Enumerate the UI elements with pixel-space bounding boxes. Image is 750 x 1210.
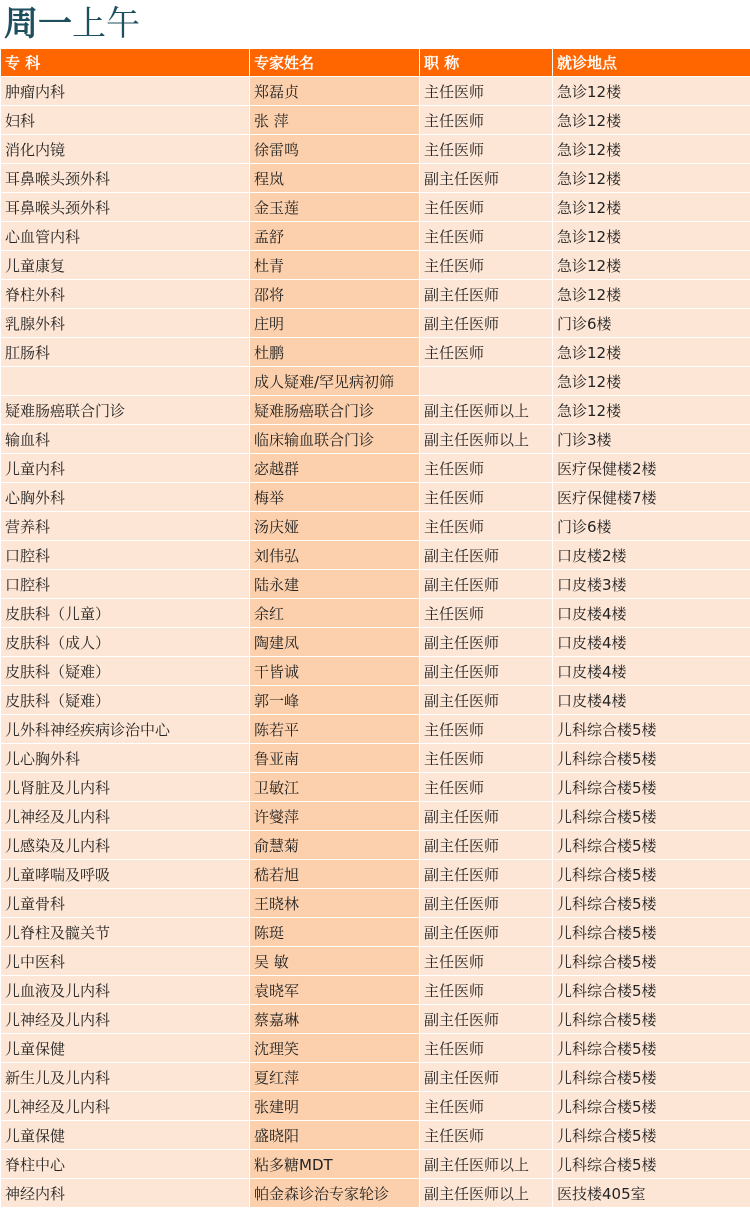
cell-department: 儿童康复 bbox=[1, 251, 250, 280]
cell-title: 副主任医师 bbox=[420, 686, 553, 715]
cell-title: 副主任医师以上 bbox=[420, 1150, 553, 1179]
cell-doctor-name: 沈理笑 bbox=[250, 1034, 420, 1063]
cell-location: 儿科综合楼5楼 bbox=[553, 744, 750, 773]
cell-title: 主任医师 bbox=[420, 1121, 553, 1150]
cell-title: 主任医师 bbox=[420, 77, 553, 106]
cell-location: 医技楼405室 bbox=[553, 1179, 750, 1208]
cell-doctor-name: 宓越群 bbox=[250, 454, 420, 483]
header-location: 就诊地点 bbox=[553, 49, 750, 77]
cell-location: 儿科综合楼5楼 bbox=[553, 715, 750, 744]
table-row bbox=[1, 1063, 750, 1092]
cell-title: 副主任医师 bbox=[420, 889, 553, 918]
cell-location: 口皮楼4楼 bbox=[553, 628, 750, 657]
cell-doctor-name: 孟舒 bbox=[250, 222, 420, 251]
table-row bbox=[1, 280, 750, 309]
cell-title: 主任医师 bbox=[420, 1034, 553, 1063]
title-period: 上午 bbox=[72, 4, 140, 44]
table-row bbox=[1, 1150, 750, 1179]
cell-department: 皮肤科（疑难） bbox=[1, 686, 250, 715]
cell-doctor-name: 庄明 bbox=[250, 309, 420, 338]
cell-location: 儿科综合楼5楼 bbox=[553, 1034, 750, 1063]
cell-title: 副主任医师 bbox=[420, 1063, 553, 1092]
cell-department: 乳腺外科 bbox=[1, 309, 250, 338]
cell-department: 口腔科 bbox=[1, 570, 250, 599]
table-row bbox=[1, 599, 750, 628]
cell-doctor-name: 陆永建 bbox=[250, 570, 420, 599]
cell-doctor-name: 张建明 bbox=[250, 1092, 420, 1121]
table-row bbox=[1, 309, 750, 338]
cell-department: 儿感染及儿内科 bbox=[1, 831, 250, 860]
cell-doctor-name: 杜青 bbox=[250, 251, 420, 280]
cell-department: 儿血液及儿内科 bbox=[1, 976, 250, 1005]
cell-title: 主任医师 bbox=[420, 744, 553, 773]
cell-doctor-name: 俞慧菊 bbox=[250, 831, 420, 860]
cell-location: 口皮楼3楼 bbox=[553, 570, 750, 599]
cell-location: 急诊12楼 bbox=[553, 164, 750, 193]
cell-department bbox=[1, 367, 250, 396]
cell-location: 急诊12楼 bbox=[553, 280, 750, 309]
table-row bbox=[1, 628, 750, 657]
cell-title: 副主任医师 bbox=[420, 918, 553, 947]
cell-department: 儿神经及儿内科 bbox=[1, 1005, 250, 1034]
table-row bbox=[1, 1005, 750, 1034]
cell-department: 新生儿及儿内科 bbox=[1, 1063, 250, 1092]
cell-department: 营养科 bbox=[1, 512, 250, 541]
cell-doctor-name: 杜鹏 bbox=[250, 338, 420, 367]
cell-doctor-name: 鲁亚南 bbox=[250, 744, 420, 773]
cell-department: 心血管内科 bbox=[1, 222, 250, 251]
table-row bbox=[1, 831, 750, 860]
cell-title bbox=[420, 367, 553, 396]
table-row bbox=[1, 976, 750, 1005]
table-row bbox=[1, 1179, 750, 1208]
cell-location: 儿科综合楼5楼 bbox=[553, 1121, 750, 1150]
table-row bbox=[1, 1092, 750, 1121]
cell-location: 口皮楼4楼 bbox=[553, 657, 750, 686]
cell-location: 急诊12楼 bbox=[553, 367, 750, 396]
cell-department: 肛肠科 bbox=[1, 338, 250, 367]
cell-location: 急诊12楼 bbox=[553, 338, 750, 367]
cell-department: 儿神经及儿内科 bbox=[1, 802, 250, 831]
cell-title: 副主任医师 bbox=[420, 570, 553, 599]
table-row bbox=[1, 483, 750, 512]
cell-department: 心胸外科 bbox=[1, 483, 250, 512]
cell-location: 急诊12楼 bbox=[553, 222, 750, 251]
cell-doctor-name: 蔡嘉琳 bbox=[250, 1005, 420, 1034]
table-row bbox=[1, 454, 750, 483]
table-row bbox=[1, 367, 750, 396]
cell-location: 口皮楼2楼 bbox=[553, 541, 750, 570]
table-row bbox=[1, 541, 750, 570]
cell-department: 儿童保健 bbox=[1, 1121, 250, 1150]
cell-doctor-name: 袁晓军 bbox=[250, 976, 420, 1005]
cell-title: 主任医师 bbox=[420, 135, 553, 164]
cell-title: 主任医师 bbox=[420, 251, 553, 280]
cell-department: 儿童哮喘及呼吸 bbox=[1, 860, 250, 889]
cell-doctor-name: 吴 敏 bbox=[250, 947, 420, 976]
schedule-table bbox=[0, 48, 750, 1208]
table-row bbox=[1, 889, 750, 918]
cell-location: 儿科综合楼5楼 bbox=[553, 802, 750, 831]
cell-department: 脊柱中心 bbox=[1, 1150, 250, 1179]
cell-doctor-name: 金玉莲 bbox=[250, 193, 420, 222]
cell-department: 肿瘤内科 bbox=[1, 77, 250, 106]
table-row bbox=[1, 918, 750, 947]
cell-title: 主任医师 bbox=[420, 773, 553, 802]
cell-location: 儿科综合楼5楼 bbox=[553, 1005, 750, 1034]
cell-doctor-name: 邵将 bbox=[250, 280, 420, 309]
cell-location: 儿科综合楼5楼 bbox=[553, 773, 750, 802]
cell-doctor-name: 徐雷鸣 bbox=[250, 135, 420, 164]
cell-title: 副主任医师 bbox=[420, 657, 553, 686]
cell-location: 儿科综合楼5楼 bbox=[553, 918, 750, 947]
cell-title: 副主任医师 bbox=[420, 1005, 553, 1034]
cell-doctor-name: 卫敏江 bbox=[250, 773, 420, 802]
cell-location: 急诊12楼 bbox=[553, 106, 750, 135]
table-row bbox=[1, 570, 750, 599]
cell-title: 主任医师 bbox=[420, 512, 553, 541]
cell-title: 副主任医师 bbox=[420, 802, 553, 831]
cell-department: 儿脊柱及髋关节 bbox=[1, 918, 250, 947]
cell-title: 副主任医师 bbox=[420, 541, 553, 570]
cell-title: 主任医师 bbox=[420, 1092, 553, 1121]
table-row bbox=[1, 106, 750, 135]
cell-location: 医疗保健楼2楼 bbox=[553, 454, 750, 483]
cell-location: 急诊12楼 bbox=[553, 135, 750, 164]
cell-title: 主任医师 bbox=[420, 454, 553, 483]
header-title: 职 称 bbox=[420, 49, 553, 77]
cell-doctor-name: 王晓林 bbox=[250, 889, 420, 918]
table-row bbox=[1, 657, 750, 686]
cell-department: 儿童内科 bbox=[1, 454, 250, 483]
cell-department: 脊柱外科 bbox=[1, 280, 250, 309]
cell-doctor-name: 汤庆娅 bbox=[250, 512, 420, 541]
table-row bbox=[1, 1121, 750, 1150]
cell-location: 儿科综合楼5楼 bbox=[553, 1063, 750, 1092]
cell-location: 急诊12楼 bbox=[553, 193, 750, 222]
table-row bbox=[1, 947, 750, 976]
cell-doctor-name: 陈珽 bbox=[250, 918, 420, 947]
cell-title: 主任医师 bbox=[420, 715, 553, 744]
cell-doctor-name: 梅举 bbox=[250, 483, 420, 512]
table-row bbox=[1, 860, 750, 889]
cell-location: 儿科综合楼5楼 bbox=[553, 889, 750, 918]
cell-title: 主任医师 bbox=[420, 976, 553, 1005]
schedule-title bbox=[0, 0, 750, 48]
table-row bbox=[1, 338, 750, 367]
cell-department: 妇科 bbox=[1, 106, 250, 135]
cell-doctor-name: 刘伟弘 bbox=[250, 541, 420, 570]
cell-location: 儿科综合楼5楼 bbox=[553, 976, 750, 1005]
cell-title: 主任医师 bbox=[420, 599, 553, 628]
cell-title: 副主任医师 bbox=[420, 831, 553, 860]
cell-location: 门诊6楼 bbox=[553, 309, 750, 338]
cell-title: 副主任医师 bbox=[420, 280, 553, 309]
cell-location: 口皮楼4楼 bbox=[553, 686, 750, 715]
cell-location: 医疗保健楼7楼 bbox=[553, 483, 750, 512]
table-row bbox=[1, 396, 750, 425]
cell-title: 副主任医师以上 bbox=[420, 425, 553, 454]
table-row bbox=[1, 164, 750, 193]
cell-department: 皮肤科（成人） bbox=[1, 628, 250, 657]
cell-department: 消化内镜 bbox=[1, 135, 250, 164]
table-row bbox=[1, 77, 750, 106]
cell-department: 儿童保健 bbox=[1, 1034, 250, 1063]
cell-title: 副主任医师以上 bbox=[420, 396, 553, 425]
table-row bbox=[1, 686, 750, 715]
cell-department: 儿童骨科 bbox=[1, 889, 250, 918]
cell-title: 副主任医师 bbox=[420, 628, 553, 657]
table-header bbox=[1, 49, 750, 77]
cell-doctor-name: 余红 bbox=[250, 599, 420, 628]
cell-department: 输血科 bbox=[1, 425, 250, 454]
cell-location: 儿科综合楼5楼 bbox=[553, 1150, 750, 1179]
cell-location: 门诊3楼 bbox=[553, 425, 750, 454]
cell-doctor-name: 郑磊贞 bbox=[250, 77, 420, 106]
cell-department: 儿外科神经疾病诊治中心 bbox=[1, 715, 250, 744]
cell-title: 副主任医师 bbox=[420, 860, 553, 889]
cell-doctor-name: 疑难肠癌联合门诊 bbox=[250, 396, 420, 425]
cell-doctor-name: 成人疑难/罕见病初筛 bbox=[250, 367, 420, 396]
cell-location: 急诊12楼 bbox=[553, 77, 750, 106]
cell-location: 儿科综合楼5楼 bbox=[553, 831, 750, 860]
cell-department: 儿肾脏及儿内科 bbox=[1, 773, 250, 802]
table-row bbox=[1, 251, 750, 280]
cell-location: 儿科综合楼5楼 bbox=[553, 860, 750, 889]
cell-doctor-name: 临床输血联合门诊 bbox=[250, 425, 420, 454]
cell-doctor-name: 粘多糖MDT bbox=[250, 1150, 420, 1179]
header-doctor-name: 专家姓名 bbox=[250, 49, 420, 77]
cell-doctor-name: 许燮萍 bbox=[250, 802, 420, 831]
cell-location: 门诊6楼 bbox=[553, 512, 750, 541]
cell-location: 急诊12楼 bbox=[553, 251, 750, 280]
cell-department: 耳鼻喉头颈外科 bbox=[1, 193, 250, 222]
cell-location: 儿科综合楼5楼 bbox=[553, 1092, 750, 1121]
title-day: 周一 bbox=[4, 4, 72, 44]
table-row bbox=[1, 425, 750, 454]
cell-title: 主任医师 bbox=[420, 106, 553, 135]
table-row bbox=[1, 802, 750, 831]
cell-department: 神经内科 bbox=[1, 1179, 250, 1208]
cell-department: 儿神经及儿内科 bbox=[1, 1092, 250, 1121]
cell-doctor-name: 帕金森诊治专家轮诊 bbox=[250, 1179, 420, 1208]
cell-doctor-name: 干皆诚 bbox=[250, 657, 420, 686]
cell-location: 儿科综合楼5楼 bbox=[553, 947, 750, 976]
cell-doctor-name: 嵇若旭 bbox=[250, 860, 420, 889]
cell-department: 儿中医科 bbox=[1, 947, 250, 976]
cell-doctor-name: 陈若平 bbox=[250, 715, 420, 744]
cell-title: 主任医师 bbox=[420, 483, 553, 512]
table-row bbox=[1, 135, 750, 164]
table-row bbox=[1, 715, 750, 744]
cell-title: 副主任医师以上 bbox=[420, 1179, 553, 1208]
table-body bbox=[1, 77, 750, 1208]
cell-department: 疑难肠癌联合门诊 bbox=[1, 396, 250, 425]
table-row bbox=[1, 744, 750, 773]
cell-title: 主任医师 bbox=[420, 222, 553, 251]
cell-department: 耳鼻喉头颈外科 bbox=[1, 164, 250, 193]
cell-title: 副主任医师 bbox=[420, 309, 553, 338]
cell-title: 主任医师 bbox=[420, 338, 553, 367]
table-row bbox=[1, 1034, 750, 1063]
cell-location: 口皮楼4楼 bbox=[553, 599, 750, 628]
cell-title: 副主任医师 bbox=[420, 164, 553, 193]
table-row bbox=[1, 512, 750, 541]
cell-doctor-name: 郭一峰 bbox=[250, 686, 420, 715]
cell-location: 急诊12楼 bbox=[553, 396, 750, 425]
cell-doctor-name: 盛晓阳 bbox=[250, 1121, 420, 1150]
cell-title: 主任医师 bbox=[420, 947, 553, 976]
cell-doctor-name: 陶建凤 bbox=[250, 628, 420, 657]
cell-department: 皮肤科（儿童） bbox=[1, 599, 250, 628]
cell-title: 主任医师 bbox=[420, 193, 553, 222]
header-row bbox=[1, 49, 750, 77]
header-department: 专 科 bbox=[1, 49, 250, 77]
cell-department: 儿心胸外科 bbox=[1, 744, 250, 773]
cell-doctor-name: 夏红萍 bbox=[250, 1063, 420, 1092]
cell-department: 皮肤科（疑难） bbox=[1, 657, 250, 686]
cell-doctor-name: 程岚 bbox=[250, 164, 420, 193]
table-row bbox=[1, 222, 750, 251]
table-row bbox=[1, 773, 750, 802]
cell-department: 口腔科 bbox=[1, 541, 250, 570]
cell-doctor-name: 张 萍 bbox=[250, 106, 420, 135]
table-row bbox=[1, 193, 750, 222]
